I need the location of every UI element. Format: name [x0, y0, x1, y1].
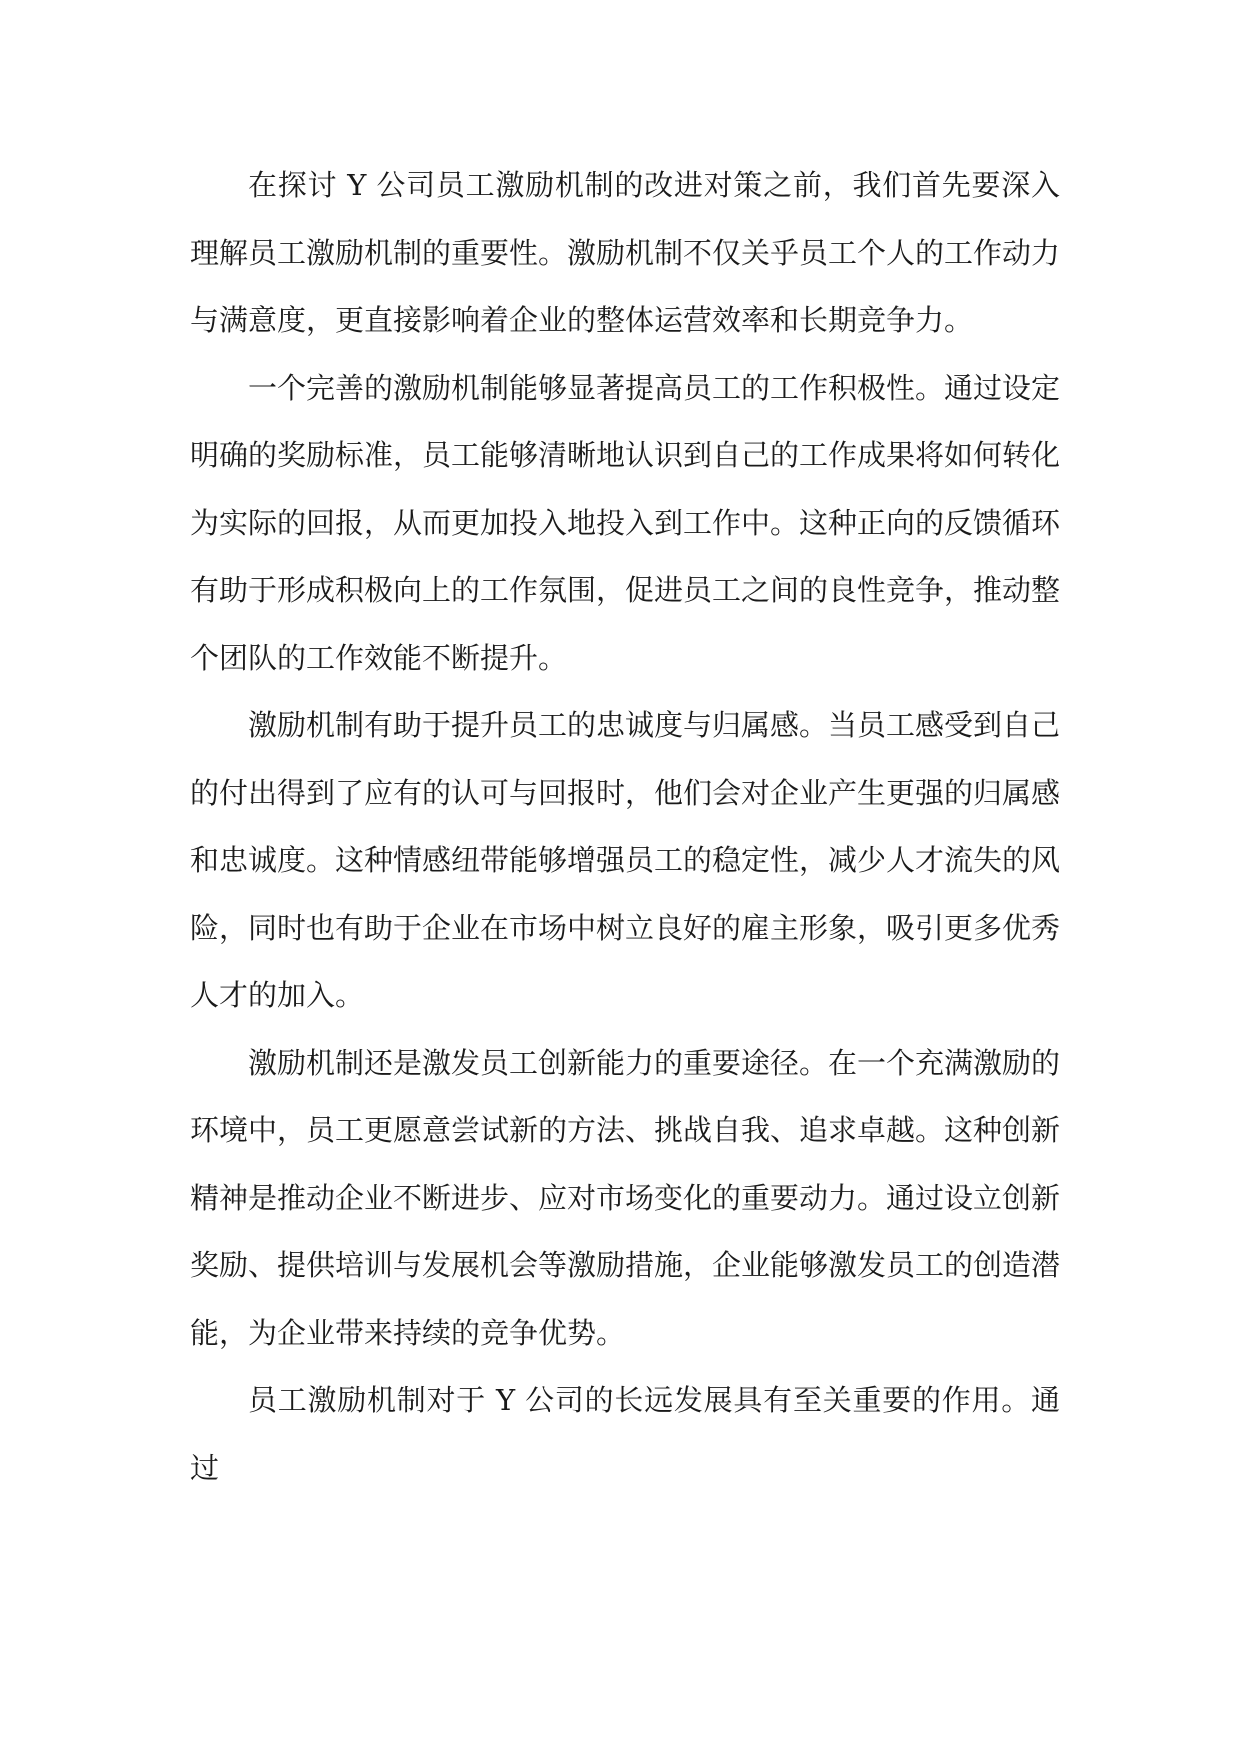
paragraph: 激励机制有助于提升员工的忠诚度与归属感。当员工感受到自己的付出得到了应有的认可与回报时，他们会对企业产生更强的归属感和忠诚度。这种情感纽带能够增强员工的稳定性，减少人才流失的风险，同时也有助于企业在市场中树立良好的雇主形象，吸引更多优秀人才的加入。 — [190, 708, 1061, 1012]
paragraph: 员工激励机制对于 Y 公司的长远发展具有至关重要的作用。通过 — [190, 1383, 1060, 1485]
paragraph: 一个完善的激励机制能够显著提高员工的工作积极性。通过设定明确的奖励标准，员工能够清晰地认识到自己的工作成果将如何转化为实际的回报，从而更加投入地投入到工作中。这种正向的反馈循环有助于形成积极向上的工作氛围，促进员工之间的良性竞争，推动整个团队的工作效能不断提升。 — [190, 370, 1061, 675]
paragraph: 在探讨 Y 公司员工激励机制的改进对策之前，我们首先要深入理解员工激励机制的重要性。激励机制不仅关乎员工个人的工作动力与满意度，更直接影响着企业的整体运营效率和长期竞争力。 — [190, 168, 1061, 337]
document-body — [190, 152, 1060, 1502]
paragraph: 激励机制还是激发员工创新能力的重要途径。在一个充满激励的环境中，员工更愿意尝试新的方法、挑战自我、追求卓越。这种创新精神是推动企业不断进步、应对市场变化的重要动力。通过设立创新奖励、提供培训与发展机会等激励措施，企业能够激发员工的创造潜能，为企业带来持续的竞争优势。 — [190, 1045, 1061, 1350]
